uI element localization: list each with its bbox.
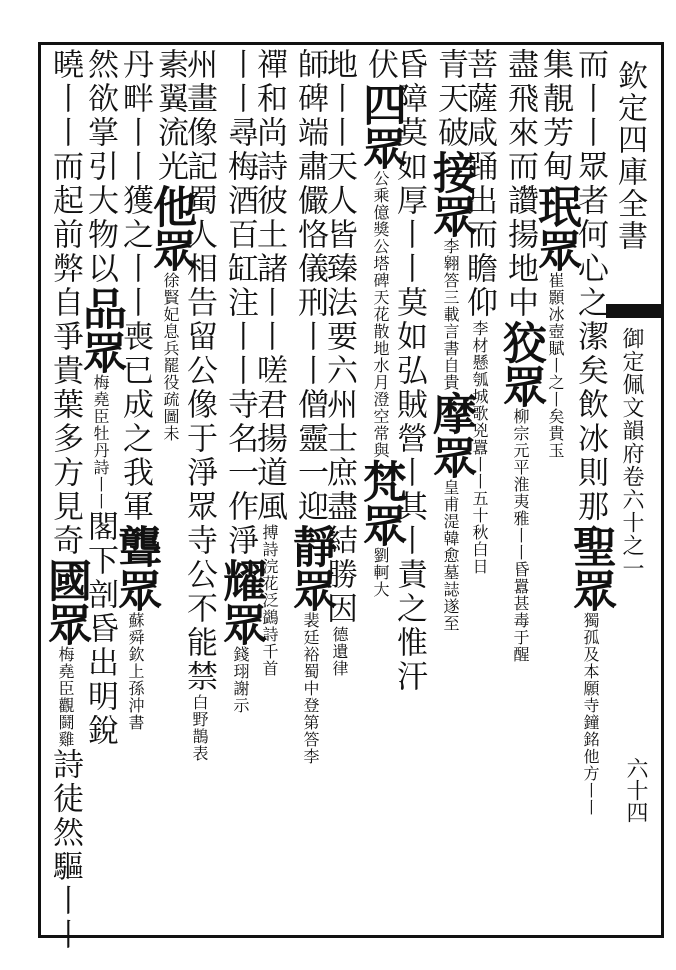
headword: 四眾 bbox=[355, 82, 406, 170]
annotation: 梅堯臣觀鬪雞 bbox=[56, 646, 75, 748]
text-column bbox=[40, 48, 91, 952]
body-text: 丨丨尋梅酒百缸注丨丨寺名一作淨 bbox=[222, 48, 258, 558]
body-text: 詩徒然驅丨丨 bbox=[47, 748, 83, 952]
annotation: 李材懸瓠城歌兇囂丨丨五十秋白日 bbox=[470, 320, 489, 575]
text-column bbox=[285, 48, 336, 928]
annotation: 劉軻大 bbox=[371, 547, 390, 598]
body-text: 丹畔丨丨 bbox=[117, 48, 153, 184]
body-text: 昏障 bbox=[391, 48, 427, 116]
body-text: 盡飛來而讚揚地中 bbox=[502, 48, 538, 320]
annotation: 柳宗元平淮夷雅丨丨昏囂甚毒于醒 bbox=[511, 408, 530, 663]
section-title: 御定佩文韻府卷六十之一 bbox=[619, 327, 644, 580]
headword: 耀眾 bbox=[215, 558, 266, 646]
body-text: 閣下剖昏出明銳 bbox=[82, 510, 118, 748]
annotation: 裴廷裕蜀中登第答李 bbox=[301, 612, 320, 765]
body-text: 賊營丨其丨責之惟汗 bbox=[391, 388, 427, 694]
annotation: 崔顥冰壺賦丨之丨矣貴玉 bbox=[546, 272, 565, 459]
body-text: 然欲掌引大物以 bbox=[82, 48, 118, 286]
body-text: 莫如厚丨丨莫如弘 bbox=[391, 116, 427, 388]
headword: 聖眾 bbox=[565, 524, 616, 612]
body-text: 青天破 bbox=[432, 48, 468, 150]
annotation: 搏詩浣花泛鷁詩千首 bbox=[260, 524, 279, 677]
body-text: 而丨丨 bbox=[572, 48, 608, 150]
book-title: 欽定四庫全書 bbox=[612, 60, 647, 252]
body-text: 集靚芳甸 bbox=[537, 48, 573, 184]
annotation: 德遺律 bbox=[330, 626, 349, 677]
headword: 品眾 bbox=[75, 286, 126, 374]
headword: 他眾 bbox=[145, 184, 196, 272]
text-column bbox=[355, 48, 406, 928]
headword: 國眾 bbox=[40, 558, 91, 646]
annotation: 皇甫湜韓愈墓誌遂至 bbox=[441, 479, 460, 632]
text-column bbox=[215, 48, 266, 928]
body-text: 州畫像記蜀人相告留公像于淨眾寺公不能禁 bbox=[181, 48, 217, 694]
body-text: 眾 bbox=[572, 150, 608, 184]
annotation: 李翱答三載言書自貴 bbox=[441, 238, 460, 391]
body-text: 者何心之潔矣飲冰則那 bbox=[572, 184, 608, 524]
margin-fish-tail bbox=[606, 304, 664, 318]
headword: 狡眾 bbox=[495, 320, 546, 408]
text-column bbox=[495, 48, 546, 928]
body-text: 素翼流光 bbox=[152, 48, 188, 184]
body-text: 獲之丨丨喪已成之我軍 bbox=[117, 184, 153, 524]
headword: 靜眾 bbox=[285, 524, 336, 612]
annotation: 白野鵲表 bbox=[190, 694, 209, 762]
annotation: 蘇舜欽上孫沖書 bbox=[126, 612, 145, 731]
headword: 珉眾 bbox=[530, 184, 581, 272]
annotation: 獨孤及本願寺鐘銘他方丨丨 bbox=[581, 612, 600, 816]
body-text: 菩薩咸踊出而瞻仰 bbox=[461, 48, 497, 320]
text-column bbox=[425, 48, 476, 928]
body-text: 地丨丨天人皆臻法要六州士庶盡結勝因 bbox=[321, 48, 357, 626]
body-text: 師碑端肅儼恪儀刑丨丨僧靈一迎 bbox=[292, 48, 328, 524]
body-text: 伏 bbox=[362, 48, 398, 82]
headword: 梵眾 bbox=[355, 459, 406, 547]
headword: 接眾 bbox=[425, 150, 476, 238]
page-number: 六十四 bbox=[623, 757, 648, 823]
headword: 摩眾 bbox=[425, 391, 476, 479]
annotation: 徐賢妃息兵罷役疏圖未 bbox=[161, 272, 180, 442]
body-text: 曉丨丨而起前弊 bbox=[47, 48, 83, 286]
margin-strip bbox=[606, 42, 664, 938]
headword: 聾眾 bbox=[110, 524, 161, 612]
body-text: 禪和尚詩彼土諸丨丨嗟君揚道風 bbox=[251, 48, 287, 524]
annotation: 錢珝謝示 bbox=[231, 646, 250, 714]
annotation: 梅堯臣牡丹詩丨丨 bbox=[91, 374, 110, 510]
annotation: 公乘億獎公塔碑天花散地水月澄空常與 bbox=[371, 170, 390, 459]
body-text: 自爭貴葉多方見奇 bbox=[47, 286, 83, 558]
